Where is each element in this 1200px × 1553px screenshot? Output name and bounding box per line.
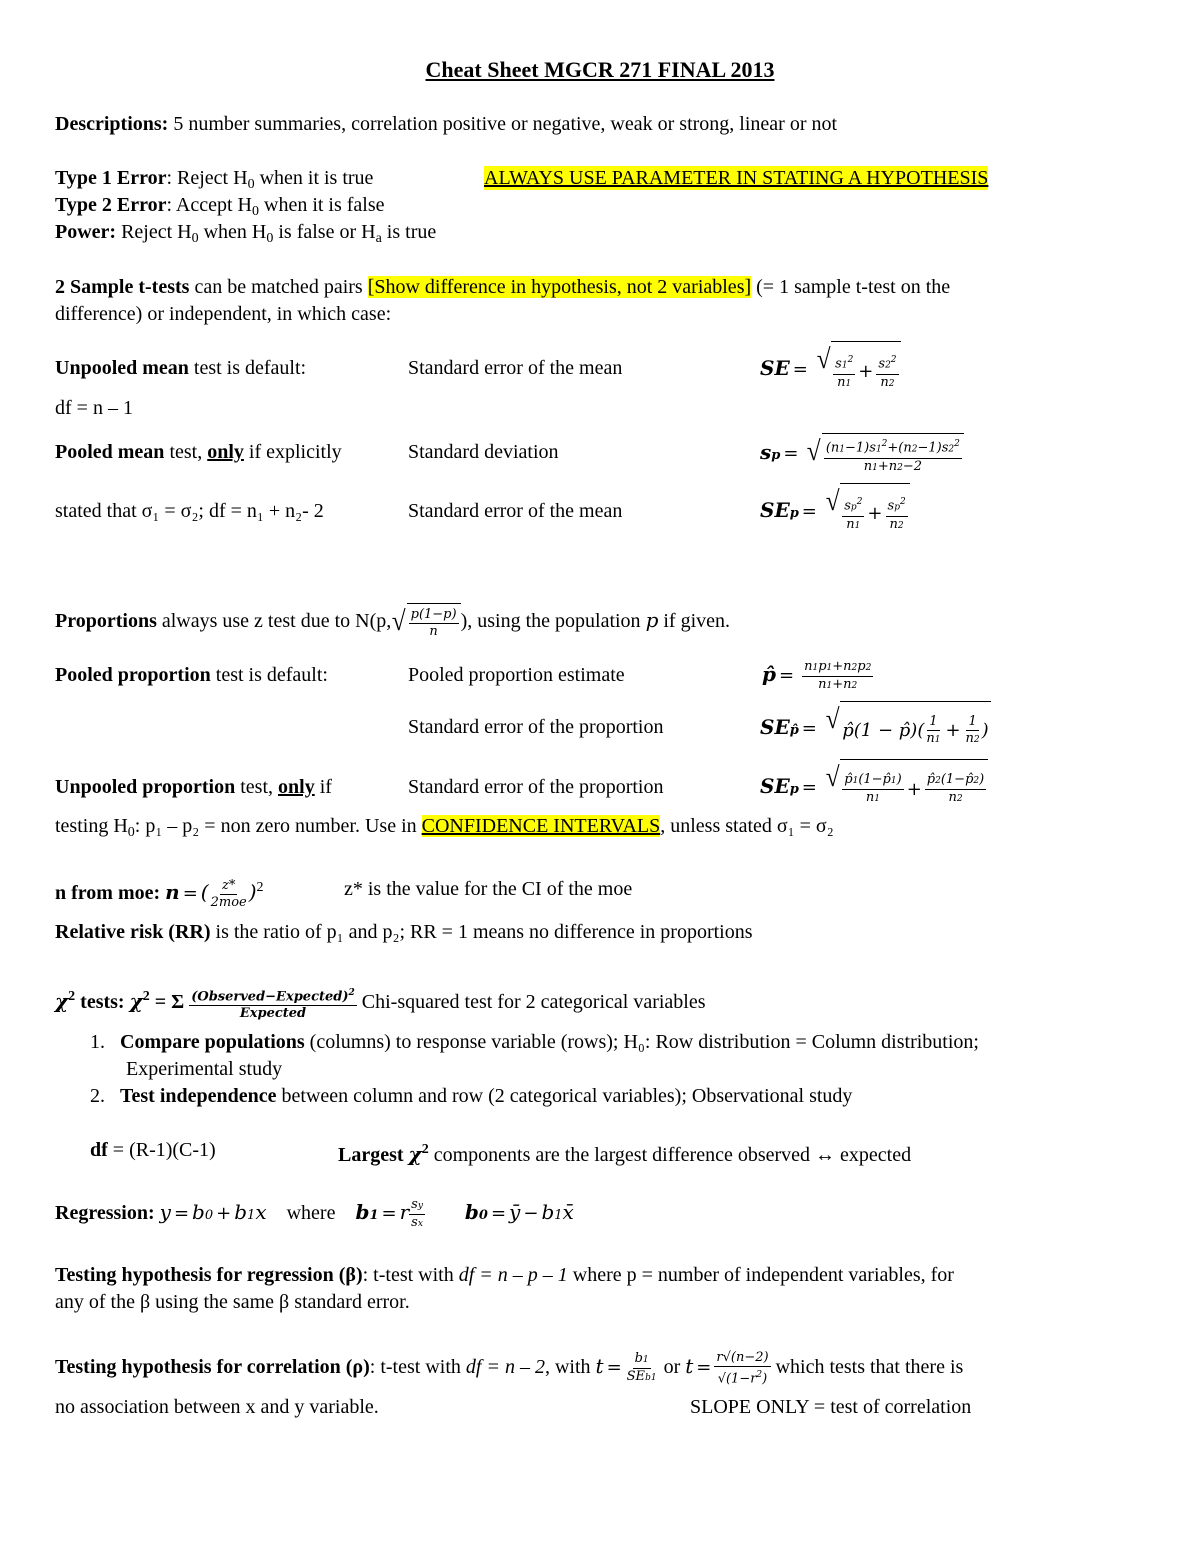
pooled-prop-label: Pooled proportion [55, 664, 211, 686]
proportions-text-a: always use z test due to N(p, [156, 610, 392, 632]
chi-item-1-line2: Experimental study [126, 1058, 283, 1080]
two-sample-highlight: [Show difference in hypothesis, not 2 variables] [367, 276, 752, 298]
chi-line: $\chi^2$ tests: $\chi^2 = \Sigma$ $\frac{(Observed-Expected)^2}{\text{Expected}}$ Chi-squared test for 2 categorical variables [55, 972, 706, 1022]
se-unpooled-prop-formula: SEp = √ $\frac{p̂1(1-p̂1)}{n1}$ + $\frac{p̂2(1-p̂2)}{n2}$ [760, 758, 988, 814]
type1-label: Type 1 Error [55, 167, 167, 189]
test-reg-df: df = n – p – 1 [458, 1264, 568, 1286]
pooled-mean-text-a: test, [164, 441, 208, 463]
descriptions-label: Descriptions: [55, 113, 169, 135]
test-reg-label: Testing hypothesis for regression (β) [55, 1264, 363, 1286]
two-sample-label: 2 Sample t-tests [55, 276, 190, 298]
chi-item-2-text: between column and row (2 categorical variables); Observational study [276, 1085, 853, 1107]
test-corr-line: Testing hypothesis for correlation (ρ): t-test with df = n – 2, with t = $\frac{b1}{\text{SEb1}}$ or t = $\frac{r√(n-2)}{√(1-r^2)}$ which tests that there is [55, 1349, 964, 1387]
power-sub1: 0 [191, 231, 199, 246]
testing-text-c: , unless stated σ₁ = σ₂ [660, 815, 834, 837]
unpooled-prop-only: only [278, 776, 315, 798]
pooled-mean-only: only [207, 441, 244, 463]
proportions-text-c: if given. [658, 610, 731, 632]
slope-only-note: SLOPE ONLY = test of correlation [690, 1396, 972, 1418]
pooled-mean-desc: Standard deviation [408, 441, 559, 463]
unpooled-prop-line [55, 775, 332, 799]
se-phat-formula: SEp̂ = √ p̂(1 − p̂)( $\frac{1}{n1}$ + $\frac{1}{n2}$ ) [760, 700, 991, 754]
proportions-text-b: ), using the population [460, 610, 646, 632]
unpooled-prop-desc: Standard error of the proportion [408, 776, 664, 798]
test-corr-line2: no association between x and y variable. [55, 1396, 379, 1418]
proportions-label: Proportions [55, 610, 157, 632]
pooled-mean-label: Pooled mean [55, 441, 165, 463]
pooled-prop-desc: Pooled proportion estimate [408, 664, 625, 686]
power-text-d: is true [381, 221, 437, 243]
power-label: Power: [55, 221, 117, 243]
testing-text-a: testing H [55, 815, 128, 837]
largest-text: components are the largest difference observed ↔ expected [428, 1144, 912, 1166]
relative-risk-label: Relative risk (RR) [55, 921, 211, 943]
hypothesis-highlight: ALWAYS USE PARAMETER IN STATING A HYPOTHESIS [484, 167, 989, 189]
unpooled-prop-label: Unpooled proportion [55, 776, 236, 798]
sp-formula: sp = √ $\frac{(n1-1)s1^2+(n2-1)s2^2}{n1+n2-2}$ [760, 424, 964, 480]
pooled-mean-line [55, 440, 342, 464]
test-reg-text-a: : t-test with [362, 1264, 459, 1286]
chi-text: Chi-squared test for 2 categorical variables [356, 991, 706, 1013]
pooled-prop-desc2: Standard error of the proportion [408, 716, 664, 738]
chi-item-1-bold: Compare populations [120, 1031, 305, 1053]
relative-risk-line [55, 920, 753, 944]
power-text-a: Reject H [116, 221, 192, 243]
regression-where: where [286, 1202, 336, 1224]
test-corr-text-a: : t-test with [369, 1356, 466, 1378]
test-corr-text-c: which tests that there is [770, 1356, 964, 1378]
testing-text-b: : p₁ – p₂ = non zero number. Use in [134, 815, 422, 837]
test-corr-or: or [658, 1356, 686, 1378]
power-text-c: is false or H [273, 221, 376, 243]
power-sub3: a [375, 231, 382, 246]
type1-text-a: : Reject H [166, 167, 248, 189]
test-corr-df: df = n – 2 [465, 1356, 545, 1378]
chi-label: tests: [75, 991, 125, 1013]
se-formula: SE = √ $\frac{s1^2}{n1}$ + $\frac{s2^2}{n2}$ [760, 340, 901, 396]
chi-item-1-text: (columns) to response variable (rows); H₀: Row distribution = Column distribution; [304, 1031, 979, 1053]
power-line [55, 220, 436, 251]
two-sample-line2: difference) or independent, in which case: [55, 303, 392, 325]
df-chi-text: = (R-1)(C-1) [107, 1139, 216, 1161]
confidence-intervals-highlight: CONFIDENCE INTERVALS [421, 815, 661, 837]
testing-line [55, 814, 834, 845]
n-moe-label: n from moe: [55, 882, 161, 904]
pooled-mean-desc2: Standard error of the mean [408, 500, 623, 522]
two-sample-text-a: can be matched pairs [189, 276, 368, 298]
unpooled-mean-desc: Standard error of the mean [408, 357, 623, 379]
power-sub2: 0 [266, 231, 274, 246]
type1-text-b: when it is true [254, 167, 374, 189]
unpooled-df: df = n – 1 [55, 397, 133, 419]
n-moe-line: n from moe: n = ( $\frac{z*}{\text{2moe}}$ )$^2$ [55, 877, 264, 910]
test-reg-text-b: where p = number of independent variables, for [567, 1264, 954, 1286]
chi-item-2-bold: Test independence [120, 1085, 277, 1107]
two-sample-line [55, 275, 950, 299]
regression-line: Regression: y = b0 + b1x where b1 = r $\frac{sy}{sx}$ b0 = ȳ − b1x̄ [55, 1196, 574, 1230]
largest-chi-line: Largest $\chi^2$ components are the largest difference observed ↔ expected [338, 1142, 912, 1166]
type2-label: Type 2 Error [55, 194, 167, 216]
unpooled-prop-text-b: if [314, 776, 332, 798]
relative-risk-text: is the ratio of p₁ and p₂; RR = 1 means no difference in proportions [210, 921, 753, 943]
largest-label: Largest [338, 1144, 409, 1166]
unpooled-mean-line [55, 356, 306, 380]
testing-sub: 0 [127, 825, 135, 840]
two-sample-text-b: (= 1 sample t-test on the [751, 276, 951, 298]
type2-text-a: : Accept H [166, 194, 252, 216]
df-chi-line [90, 1138, 216, 1162]
unpooled-mean-text: test is default: [188, 357, 307, 379]
pooled-mean-line2: stated that σ₁ = σ₂; df = n₁ + n₂- 2 [55, 500, 324, 522]
df-chi-label: df [90, 1139, 108, 1161]
pooled-prop-text: test is default: [210, 664, 328, 686]
phat-formula: p̂ = $\frac{n1p1+n2p2}{n1+n2}$ [762, 658, 872, 692]
test-reg-line [55, 1263, 954, 1287]
unpooled-mean-label: Unpooled mean [55, 357, 189, 379]
unpooled-prop-text-a: test, [235, 776, 279, 798]
descriptions-text: 5 number summaries, correlation positive or negative, weak or strong, linear or not [173, 113, 838, 135]
regression-label: Regression: [55, 1202, 155, 1224]
descriptions-line [55, 112, 837, 136]
chi-item-1: 1. Compare populations (columns) to response variable (rows); H₀: Row distribution = Column distribution; [90, 1031, 979, 1053]
page-title: Cheat Sheet MGCR 271 FINAL 2013 [425, 57, 775, 82]
type1-sub: 0 [247, 177, 255, 192]
proportions-p: p [645, 608, 659, 632]
n-moe-note: z* is the value for the CI of the moe [344, 878, 633, 900]
sep-formula: SEp = √ $\frac{sp^2}{n1}$ + $\frac{sp^2}{n2}$ [760, 482, 910, 538]
pooled-prop-line [55, 663, 328, 687]
chi-item-2: 2. Test independence between column and row (2 categorical variables); Observational study [90, 1085, 853, 1107]
proportions-line: Proportions always use z test due to N(p, √ $\frac{p(1-p)}{n}$ ), using the population p if given. [55, 592, 730, 648]
test-corr-label: Testing hypothesis for correlation (ρ) [55, 1356, 370, 1378]
test-corr-text-b: , with [544, 1356, 596, 1378]
pooled-mean-text-b: if explicitly [243, 441, 342, 463]
test-reg-line2: any of the β using the same β standard error. [55, 1291, 410, 1313]
power-text-b: when H [198, 221, 267, 243]
type2-text-b: when it is false [259, 194, 385, 216]
type2-sub: 0 [252, 204, 259, 219]
